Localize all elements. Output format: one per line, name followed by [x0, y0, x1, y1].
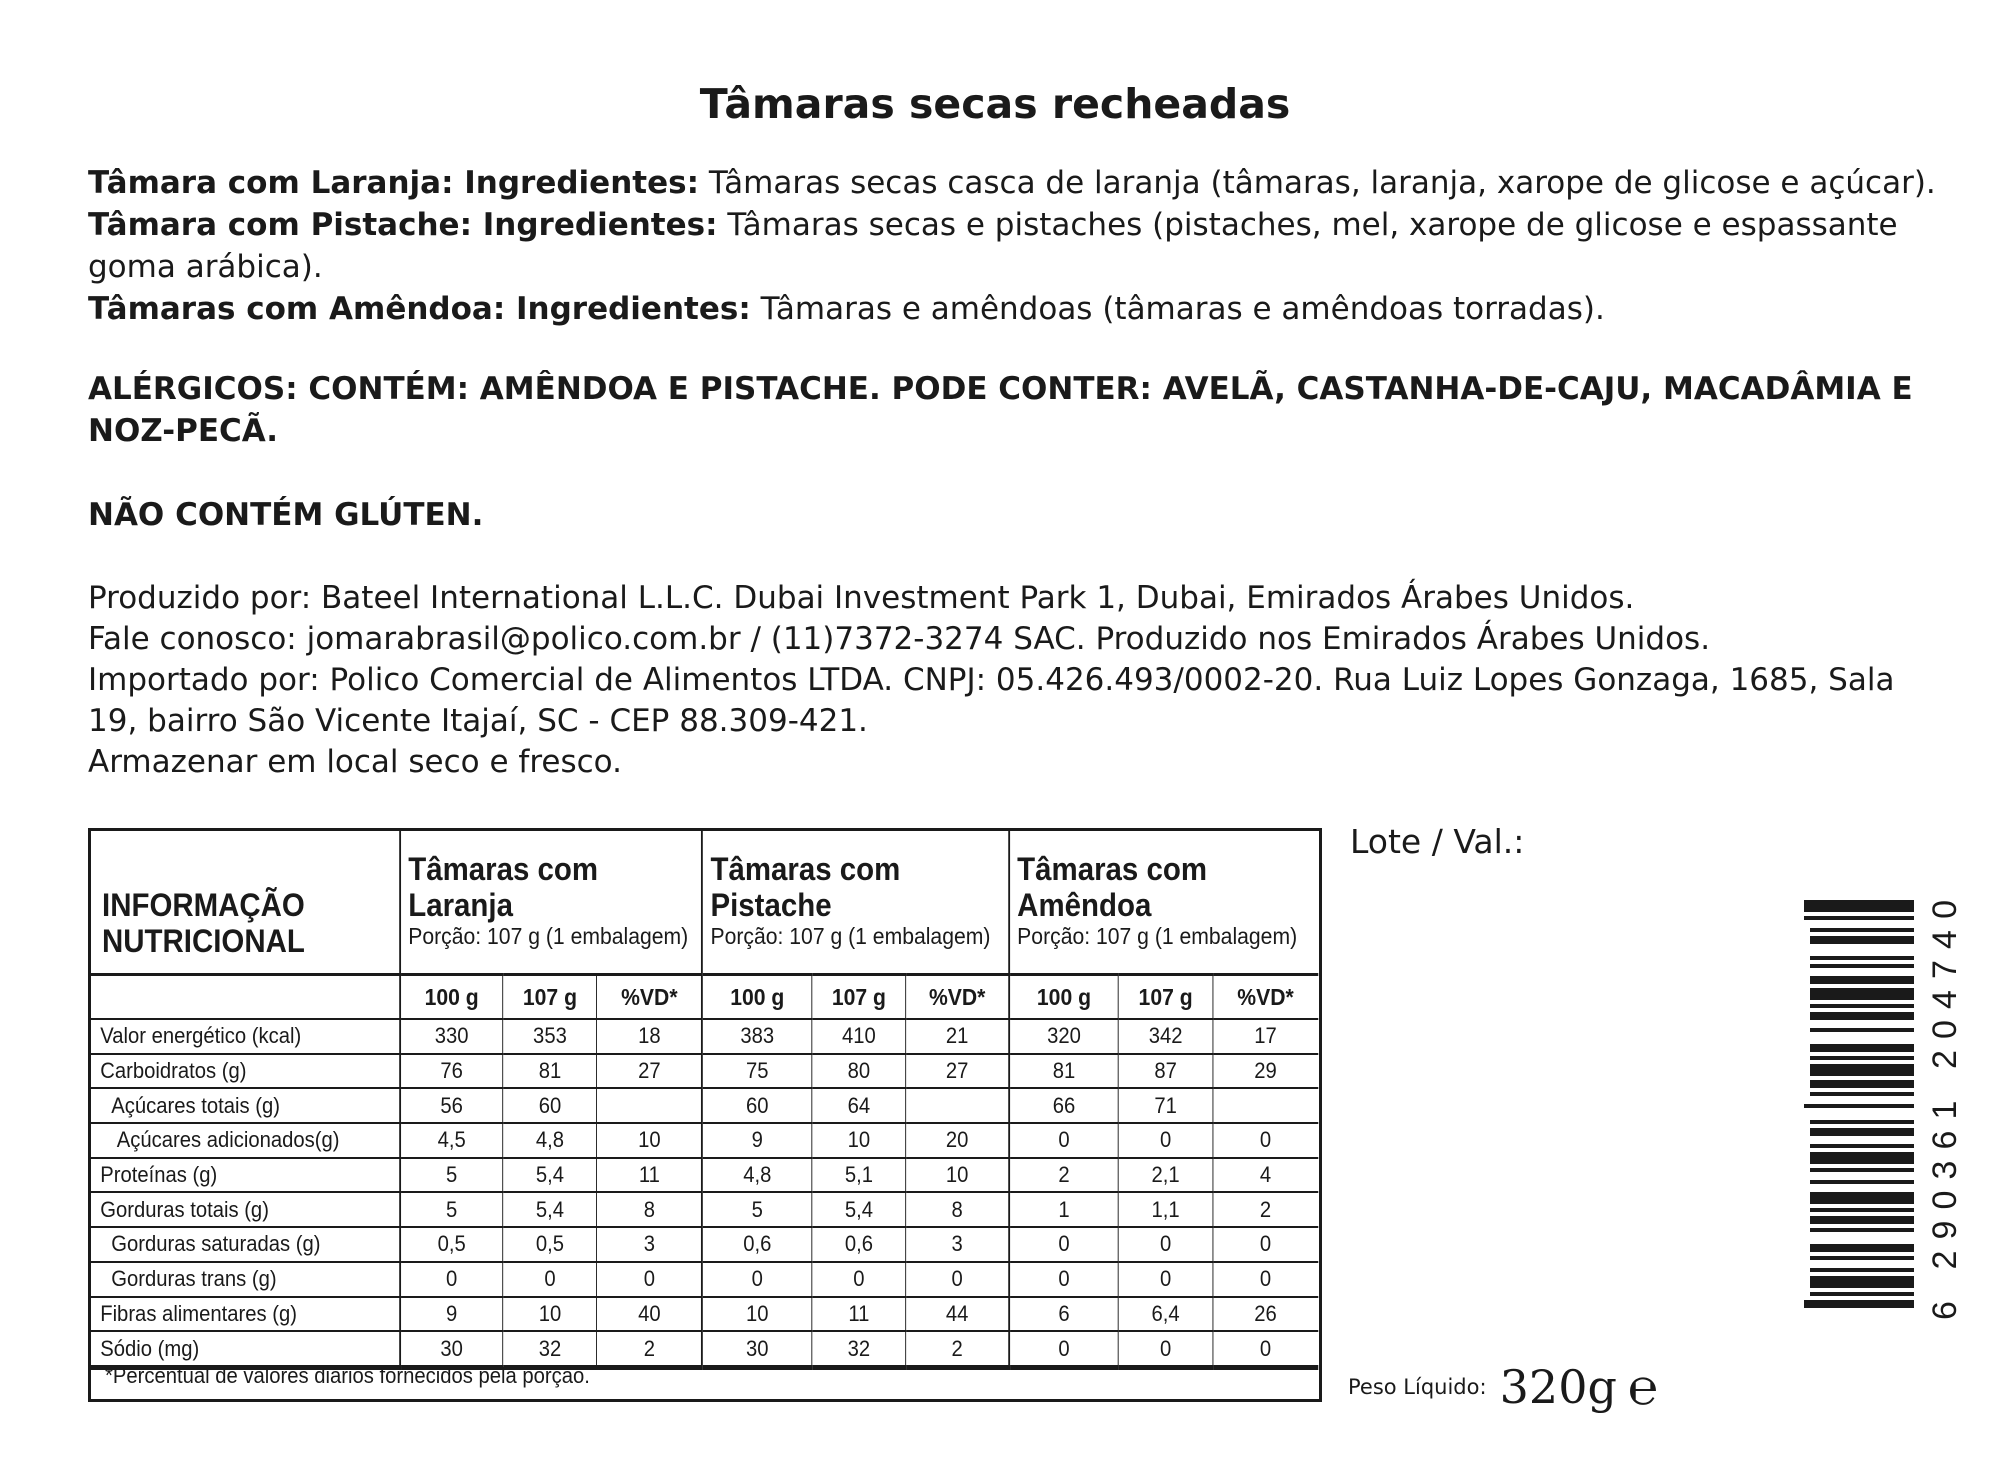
nutrient-value: 10 — [702, 1297, 812, 1332]
nutrient-value: 0 — [1213, 1331, 1318, 1367]
nutrient-value: 0 — [812, 1262, 906, 1297]
barcode-bar — [1810, 1216, 1914, 1224]
nutrient-value: 27 — [906, 1054, 1009, 1089]
column-header: 100 g — [400, 975, 503, 1020]
barcode-number: 6 290361 204740 — [1926, 900, 1964, 1320]
barcode-bar — [1810, 928, 1914, 932]
document-title: Tâmaras secas recheadas — [699, 80, 1291, 128]
nutrition-row — [91, 1297, 1318, 1332]
barcode-bar — [1810, 1256, 1914, 1260]
nutrient-value: 0,5 — [503, 1227, 597, 1262]
nutrient-value: 4,8 — [503, 1123, 597, 1158]
barcode-bar — [1810, 1064, 1914, 1076]
barcode-bar — [1804, 1104, 1914, 1108]
net-weight-value: 320g — [1499, 1360, 1617, 1414]
barcode-bar — [1810, 956, 1914, 960]
nutrient-value: 1,1 — [1119, 1192, 1213, 1227]
nutrient-value: 56 — [400, 1088, 503, 1123]
nutrient-label: Fibras alimentares (g) — [91, 1297, 400, 1332]
nutrition-footnote: *Percentual de valores diários fornecidos pela porção. — [105, 1363, 590, 1388]
nutrition-row — [91, 1227, 1318, 1262]
nutrient-value: 32 — [812, 1331, 906, 1367]
column-header: 107 g — [1119, 975, 1213, 1020]
nutrient-value: 383 — [702, 1019, 812, 1054]
barcode-bar — [1810, 988, 1914, 1000]
barcode-bar — [1810, 1056, 1914, 1060]
nutrition-row — [91, 1192, 1318, 1227]
nutrient-value: 21 — [906, 1019, 1009, 1054]
nutrient-value: 0 — [1119, 1331, 1213, 1367]
nutrient-value: 0 — [702, 1262, 812, 1297]
nutrient-value: 3 — [597, 1227, 702, 1262]
barcode-bar — [1810, 1268, 1914, 1272]
nutrient-value: 0 — [1009, 1123, 1119, 1158]
net-weight — [1348, 1358, 1658, 1416]
nutrient-value: 5,4 — [503, 1158, 597, 1193]
nutrient-value: 60 — [702, 1088, 812, 1123]
nutrient-value: 9 — [400, 1297, 503, 1332]
nutrient-value: 3 — [906, 1227, 1009, 1262]
ingredients-almond: Tâmaras com Amêndoa: Ingredientes: Tâmaras e amêndoas (tâmaras e amêndoas torradas). — [88, 291, 1605, 327]
lot-validity-label: Lote / Val.: — [1350, 822, 1525, 861]
nutrition-row — [91, 1262, 1318, 1297]
nutrient-value: 0 — [400, 1262, 503, 1297]
nutrient-value: 5,4 — [503, 1192, 597, 1227]
nutrition-row — [91, 1331, 1318, 1367]
nutrient-label: Gorduras totais (g) — [91, 1192, 400, 1227]
nutrient-value: 2 — [1009, 1158, 1119, 1193]
nutrient-value: 1 — [1009, 1192, 1119, 1227]
barcode-bar — [1810, 1292, 1914, 1296]
nutrient-value: 76 — [400, 1054, 503, 1089]
nutrient-value: 10 — [812, 1123, 906, 1158]
nutrition-row — [91, 1019, 1318, 1054]
nutrition-title: INFORMAÇÃO NUTRICIONAL — [91, 831, 400, 975]
nutrient-label: Proteínas (g) — [91, 1158, 400, 1193]
product-header-pistache: Tâmaras com Pistache Porção: 107 g (1 embalagem) — [702, 831, 1009, 975]
nutrient-value: 0 — [1119, 1262, 1213, 1297]
nutrition-grid — [91, 831, 1318, 1370]
nutrient-value: 11 — [812, 1297, 906, 1332]
barcode-bar — [1810, 1080, 1914, 1088]
nutrient-value: 2 — [597, 1331, 702, 1367]
nutrient-value: 4,8 — [702, 1158, 812, 1193]
barcode-bar — [1810, 1208, 1914, 1212]
nutrition-rows — [91, 1019, 1318, 1367]
ingredients-block — [88, 162, 1948, 330]
barcode-bar — [1810, 1044, 1914, 1052]
nutrient-value: 8 — [906, 1192, 1009, 1227]
barcode-bar — [1810, 1012, 1914, 1020]
nutrient-value: 66 — [1009, 1088, 1119, 1123]
barcode-bar — [1810, 1192, 1914, 1204]
nutrient-value: 353 — [503, 1019, 597, 1054]
nutrient-label: Sódio (mg) — [91, 1331, 400, 1367]
nutrient-value: 320 — [1009, 1019, 1119, 1054]
nutrient-value: 5 — [400, 1192, 503, 1227]
nutrient-value: 30 — [400, 1331, 503, 1367]
nutrient-value: 6,4 — [1119, 1297, 1213, 1332]
nutrient-value: 5 — [400, 1158, 503, 1193]
barcode-bar — [1810, 1092, 1914, 1096]
contact-line: Fale conosco: jomarabrasil@polico.com.br / (11)7372-3274 SAC. Produzido nos Emirados Árabes Unidos. — [88, 621, 1711, 657]
column-header: 107 g — [812, 975, 906, 1020]
nutrient-value: 18 — [597, 1019, 702, 1054]
nutrient-value: 0 — [1009, 1331, 1119, 1367]
nutrition-table — [88, 828, 1322, 1402]
nutrient-value: 11 — [597, 1158, 702, 1193]
nutrient-value: 80 — [812, 1054, 906, 1089]
barcode-bar — [1810, 976, 1914, 984]
nutrient-value: 2 — [1213, 1192, 1318, 1227]
nutrient-value: 87 — [1119, 1054, 1213, 1089]
nutrient-value: 4 — [1213, 1158, 1318, 1193]
column-header: %VD* — [597, 975, 702, 1020]
barcode-bar — [1810, 936, 1914, 944]
nutrient-value: 2 — [906, 1331, 1009, 1367]
nutrition-row — [91, 1123, 1318, 1158]
nutrient-value: 26 — [1213, 1297, 1318, 1332]
nutrient-value: 9 — [702, 1123, 812, 1158]
nutrient-value: 32 — [503, 1331, 597, 1367]
nutrient-label: Gorduras trans (g) — [91, 1262, 400, 1297]
nutrient-value: 29 — [1213, 1054, 1318, 1089]
allergen-warning: ALÉRGICOS: CONTÉM: AMÊNDOA E PISTACHE. PODE CONTER: AVELÃ, CASTANHA-DE-CAJU, MACADÂMIA E NOZ-PECÃ. — [88, 371, 1913, 449]
nutrient-value: 5,1 — [812, 1158, 906, 1193]
column-header: 100 g — [702, 975, 812, 1020]
nutrient-value: 330 — [400, 1019, 503, 1054]
barcode-bar — [1810, 1244, 1914, 1252]
nutrient-value: 10 — [906, 1158, 1009, 1193]
importer-line: Importado por: Polico Comercial de Alimentos LTDA. CNPJ: 05.426.493/0002-20. Rua Luiz Lopes Gonzaga, 1685, Sala 19, bairro São Vicente Itajaí, SC - CEP 88.309-421. — [88, 662, 1895, 739]
net-weight-label: Peso Líquido: — [1348, 1375, 1487, 1399]
nutrient-value: 0,6 — [702, 1227, 812, 1262]
nutrient-value: 0 — [1119, 1227, 1213, 1262]
nutrient-value: 20 — [906, 1123, 1009, 1158]
nutrient-value: 0 — [597, 1262, 702, 1297]
nutrient-label: Açúcares totais (g) — [91, 1088, 400, 1123]
column-header: %VD* — [1213, 975, 1318, 1020]
barcode-bar — [1810, 1004, 1914, 1008]
producer-info — [88, 578, 1948, 783]
nutrient-value: 17 — [1213, 1019, 1318, 1054]
ingredients-orange: Tâmara com Laranja: Ingredientes: Tâmaras secas casca de laranja (tâmaras, laranja, xarope de glicose e açúcar). — [88, 165, 1936, 201]
barcode-bar — [1810, 1144, 1914, 1148]
nutrient-value: 342 — [1119, 1019, 1213, 1054]
nutrient-value: 10 — [597, 1123, 702, 1158]
nutrient-value: 2,1 — [1119, 1158, 1213, 1193]
nutrient-value: 81 — [503, 1054, 597, 1089]
product-header-laranja: Tâmaras com Laranja Porção: 107 g (1 embalagem) — [400, 831, 702, 975]
nutrient-value — [1213, 1088, 1318, 1123]
storage-line: Armazenar em local seco e fresco. — [88, 744, 622, 780]
nutrient-label: Açúcares adicionados(g) — [91, 1123, 400, 1158]
barcode-bar — [1804, 900, 1914, 912]
nutrient-value: 410 — [812, 1019, 906, 1054]
gluten-statement: NÃO CONTÉM GLÚTEN. — [88, 497, 484, 533]
nutrient-value: 0 — [1009, 1227, 1119, 1262]
nutrient-value: 4,5 — [400, 1123, 503, 1158]
nutrition-row — [91, 1054, 1318, 1089]
barcode-bar — [1810, 1028, 1914, 1032]
nutrient-value: 0,5 — [400, 1227, 503, 1262]
column-header-empty — [91, 975, 400, 1020]
product-header-amendoa: Tâmaras com Amêndoa Porção: 107 g (1 embalagem) — [1009, 831, 1318, 975]
nutrient-value: 71 — [1119, 1088, 1213, 1123]
nutrient-value: 64 — [812, 1088, 906, 1123]
nutrition-row — [91, 1158, 1318, 1193]
barcode-bar — [1810, 1128, 1914, 1136]
nutrient-value — [906, 1088, 1009, 1123]
nutrient-value: 60 — [503, 1088, 597, 1123]
nutrient-value: 0 — [503, 1262, 597, 1297]
nutrient-value: 8 — [597, 1192, 702, 1227]
nutrient-value: 27 — [597, 1054, 702, 1089]
barcode-bar — [1804, 1300, 1914, 1308]
nutrient-label: Gorduras saturadas (g) — [91, 1227, 400, 1262]
nutrient-label: Carboidratos (g) — [91, 1054, 400, 1089]
nutrient-value: 5 — [702, 1192, 812, 1227]
nutrient-value: 30 — [702, 1331, 812, 1367]
nutrient-value: 0 — [1213, 1227, 1318, 1262]
nutrient-value — [597, 1088, 702, 1123]
barcode-digits — [1922, 900, 1970, 1320]
nutrient-value: 0 — [1213, 1262, 1318, 1297]
column-header: 100 g — [1009, 975, 1119, 1020]
barcode-bar — [1810, 1120, 1914, 1124]
nutrient-value: 44 — [906, 1297, 1009, 1332]
nutrition-row — [91, 1088, 1318, 1123]
barcode-bar — [1810, 1168, 1914, 1172]
barcode-bar — [1810, 1180, 1914, 1184]
nutrient-value: 5,4 — [812, 1192, 906, 1227]
nutrition-header-row — [91, 831, 1318, 975]
barcode-bar — [1810, 1228, 1914, 1232]
column-header-row — [91, 975, 1318, 1020]
ingredients-pistachio: Tâmara com Pistache: Ingredientes: Tâmaras secas e pistaches (pistaches, mel, xarope de glicose e espassante goma arábica). — [88, 207, 1898, 285]
barcode-bar — [1810, 1152, 1914, 1164]
barcode-bar — [1804, 916, 1914, 920]
nutrient-value: 0 — [1119, 1123, 1213, 1158]
nutrient-value: 75 — [702, 1054, 812, 1089]
estimated-sign-icon: ℮ — [1628, 1358, 1659, 1416]
column-header: %VD* — [906, 975, 1009, 1020]
column-header: 107 g — [503, 975, 597, 1020]
nutrient-value: 0 — [906, 1262, 1009, 1297]
barcode-bar — [1810, 964, 1914, 968]
nutrient-value: 10 — [503, 1297, 597, 1332]
barcode — [1804, 900, 1914, 1320]
nutrient-value: 0 — [1213, 1123, 1318, 1158]
nutrient-value: 81 — [1009, 1054, 1119, 1089]
producer-line: Produzido por: Bateel International L.L.C. Dubai Investment Park 1, Dubai, Emirados Árabes Unidos. — [88, 580, 1635, 616]
barcode-bar — [1810, 1276, 1914, 1288]
nutrient-value: 0,6 — [812, 1227, 906, 1262]
nutrient-value: 6 — [1009, 1297, 1119, 1332]
nutrient-label: Valor energético (kcal) — [91, 1019, 400, 1054]
nutrient-value: 40 — [597, 1297, 702, 1332]
nutrient-value: 0 — [1009, 1262, 1119, 1297]
